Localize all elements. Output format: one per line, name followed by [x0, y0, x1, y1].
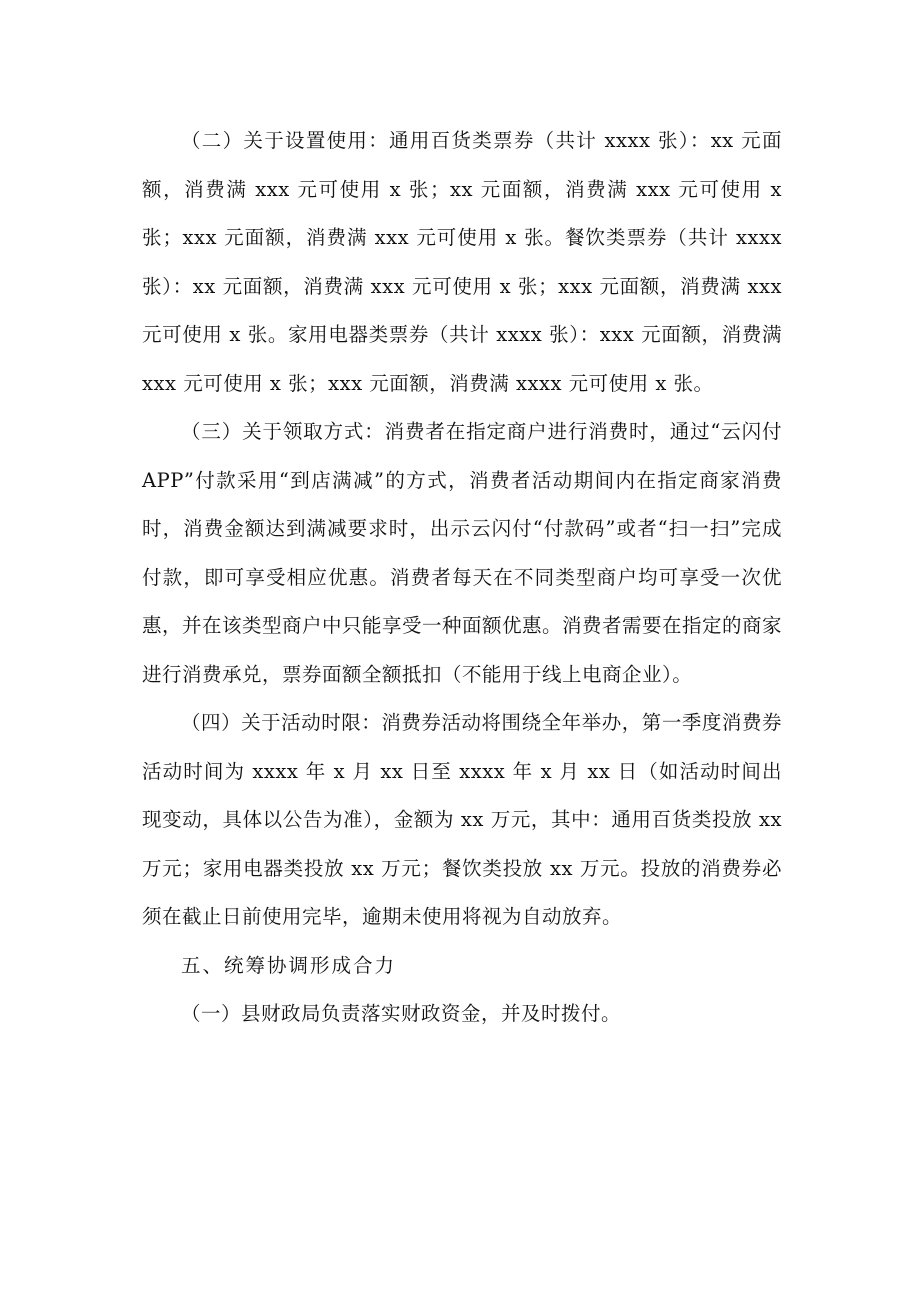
paragraph-activity-period: （四）关于活动时限：消费券活动将围绕全年举办，第一季度消费券活动时间为 xxxx 年 x 月 xx 日至 xxxx 年 x 月 xx 日（如活动时间出现变动，具体以公告为准），金额为 xx 万元，其中：通用百货类投放 xx 万元；家用电器类投放 xx 万元；餐饮类投放 xx 万元。投放的消费券必须在截止日前使用完毕，逾期未使用将视为自动放弃。: [142, 711, 782, 928]
paragraph-usage-settings: （二）关于设置使用：通用百货类票券（共计 xxxx 张）：xx 元面额，消费满 xxx 元可使用 x 张；xx 元面额，消费满 xxx 元可使用 x 张；xxx 元面额，消费满 xxx 元可使用 x 张。餐饮类票券（共计 xxxx 张）：xx 元面额，消费满 xxx 元可使用 x 张；xxx 元面额，消费满 xxx 元可使用 x 张。家用电器类票券（共计 xxxx 张）：xxx 元面额，消费满 xxx 元可使用 x 张；xxx 元面额，消费满 xxxx 元可使用 x 张。: [142, 129, 782, 395]
section-heading-coordination: 五、统筹协调形成合力: [181, 953, 397, 977]
paragraph-finance-bureau: （一）县财政局负责落实财政资金，并及时拨付。: [181, 1002, 622, 1025]
document-body: [142, 117, 782, 1039]
paragraph-claim-method: （三）关于领取方式：消费者在指定商户进行消费时，通过“云闪付 APP”付款采用“到店满减”的方式，消费者活动期间内在指定商家消费时，消费金额达到满减要求时，出示云闪付“付款码”或者“扫一扫”完成付款，即可享受相应优惠。消费者每天在不同类型商户均可享受一次优惠，并在该类型商户中只能享受一种面额优惠。消费者需要在指定的商家进行消费承兑，票券面额全额抵扣（不能用于线上电商企业）。: [142, 420, 783, 686]
